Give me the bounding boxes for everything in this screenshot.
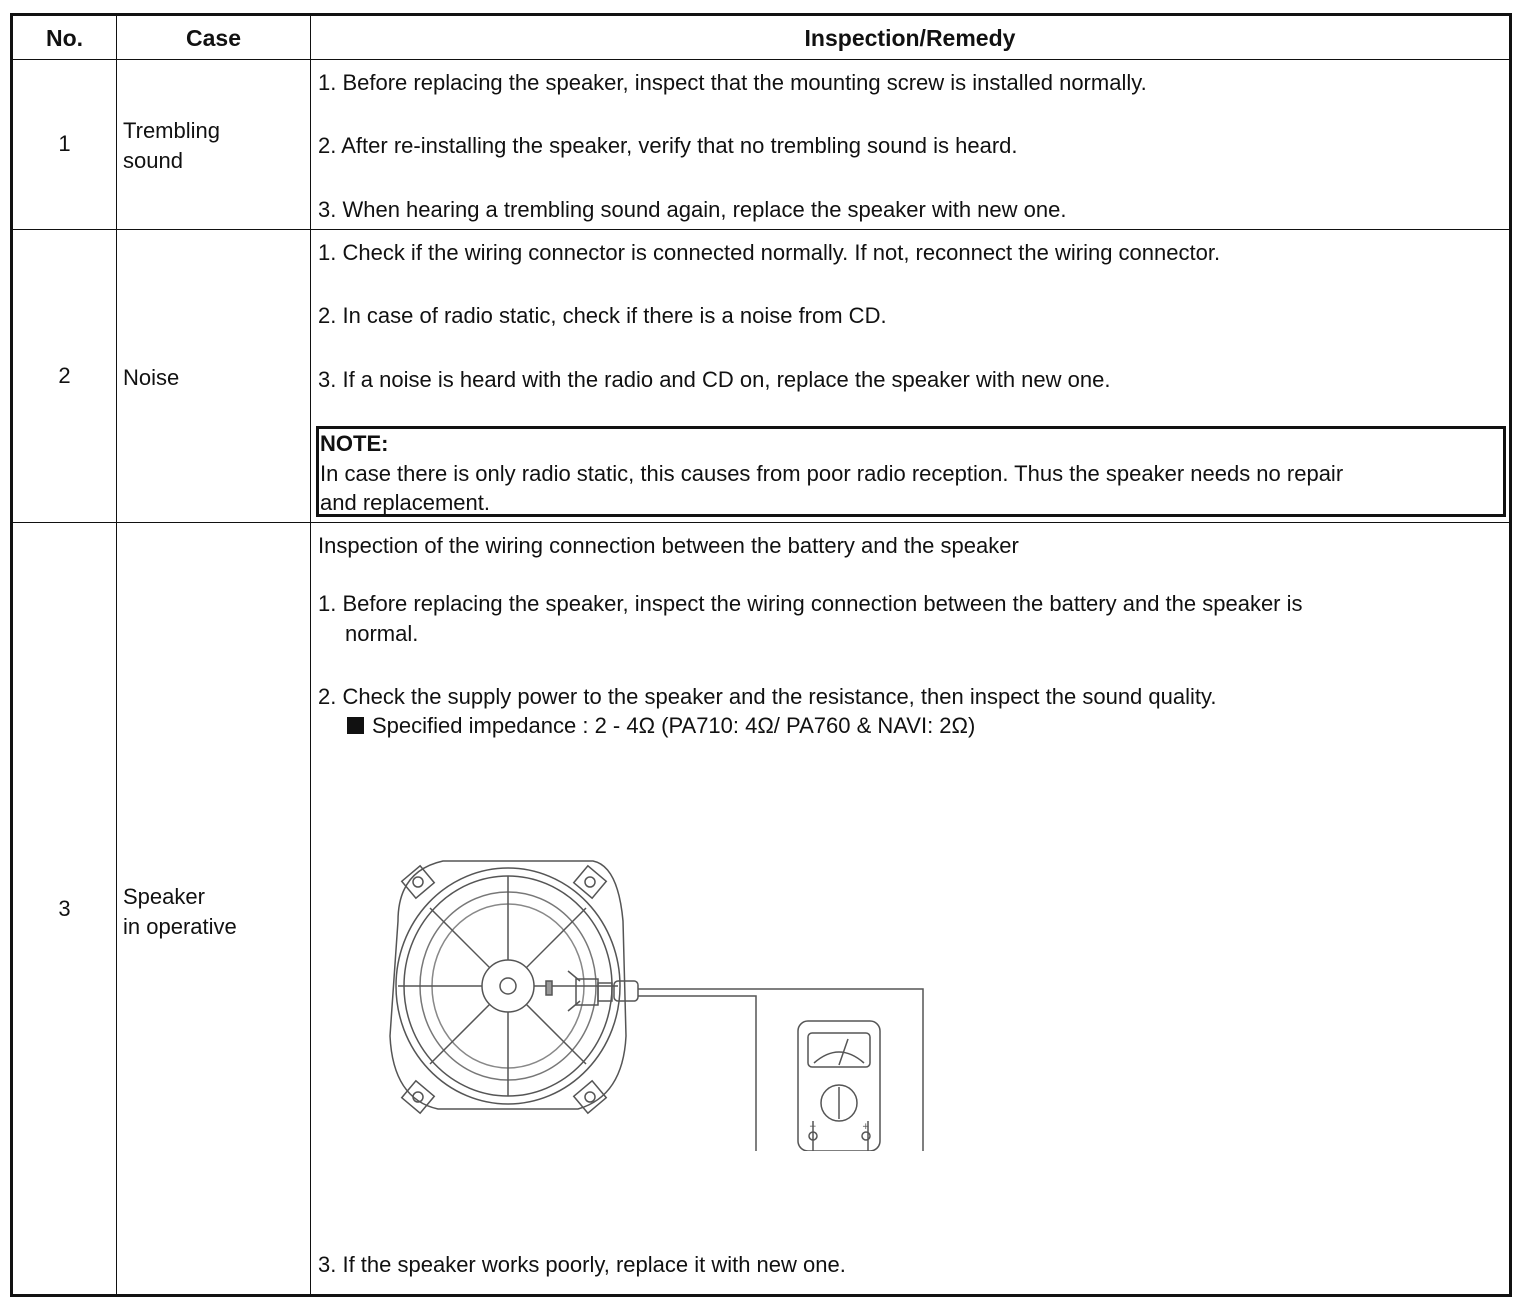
speaker-multimeter-diagram — [368, 841, 928, 1151]
probe-plug-icon — [614, 981, 638, 1001]
row1-number: 1 — [58, 131, 71, 156]
row2-step1: 1. Check if the wiring connector is connected normally. If not, reconnect the wiring connector. — [318, 240, 1221, 265]
row1-case-line1: Trembling — [123, 118, 220, 143]
row2-step2: 2. In case of radio static, check if there is a noise from CD. — [318, 303, 887, 328]
row1-step3: 3. When hearing a trembling sound again, replace the speaker with new one. — [318, 197, 1067, 222]
header-case: Case — [186, 25, 241, 51]
row2-number: 2 — [58, 363, 71, 388]
speaker-center-icon — [482, 960, 534, 1012]
row1-step2: 2. After re-installing the speaker, verify that no trembling sound is heard. — [318, 133, 1018, 158]
row2-case: Noise — [123, 365, 180, 390]
row3-spec-text: Specified impedance : 2 - 4Ω (PA710: 4Ω/ PA760 & NAVI: 2Ω) — [372, 713, 976, 738]
column-divider — [310, 16, 311, 1294]
row3-spec — [347, 711, 975, 741]
note-line1: In case there is only radio static, this causes from poor radio reception. Thus the speaker needs no repair — [320, 461, 1344, 486]
row1-step1: 1. Before replacing the speaker, inspect that the mounting screw is installed normally. — [318, 70, 1147, 95]
note-box — [316, 426, 1506, 517]
svg-text:−: − — [809, 1122, 817, 1132]
column-divider — [116, 16, 117, 1294]
svg-text:+: + — [862, 1122, 870, 1132]
row3-step3: 3. If the speaker works poorly, replace it with new one. — [318, 1252, 846, 1277]
header-remedy: Inspection/Remedy — [804, 25, 1016, 51]
row3-number: 3 — [58, 896, 71, 921]
row1-case-line2: sound — [123, 148, 183, 173]
note-title: NOTE: — [320, 431, 389, 456]
row2-step3: 3. If a noise is heard with the radio and CD on, replace the speaker with new one. — [318, 367, 1111, 392]
row-divider — [13, 522, 1509, 523]
row3-step1-line2: normal. — [345, 621, 419, 646]
multimeter-display-icon — [808, 1033, 870, 1067]
row3-case-line2: in operative — [123, 914, 237, 939]
inspection-table — [10, 13, 1512, 1297]
row3-case-line1: Speaker — [123, 884, 205, 909]
row3-step1-line1: 1. Before replacing the speaker, inspect the wiring connection between the battery and the speaker is — [318, 591, 1303, 616]
row-divider — [13, 229, 1509, 230]
square-bullet-icon — [347, 717, 364, 734]
row3-step2: 2. Check the supply power to the speaker and the resistance, then inspect the sound quality. — [318, 684, 1217, 709]
note-line2: and replacement. — [320, 490, 490, 515]
row3-intro: Inspection of the wiring connection between the battery and the speaker — [318, 533, 1019, 558]
row-divider — [13, 59, 1509, 60]
header-no: No. — [45, 25, 84, 51]
